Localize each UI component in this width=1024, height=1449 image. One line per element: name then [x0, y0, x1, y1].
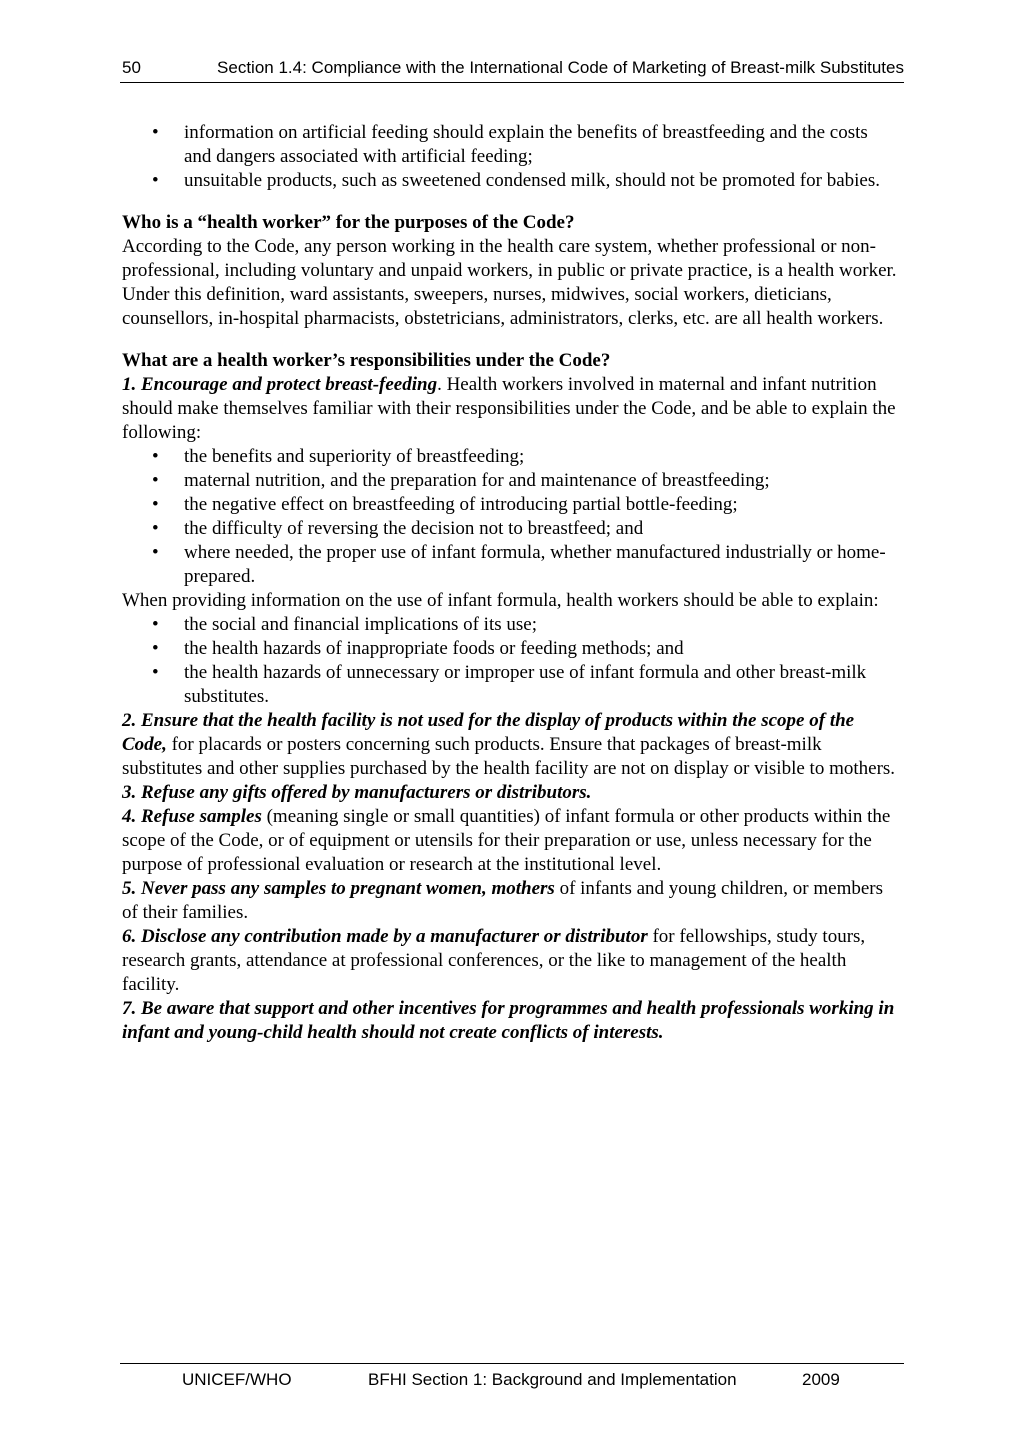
- responsibility-1-text: . Health workers involved in maternal and infant nutrition should make themselves familiar with their responsibilities under the Code, and be able to explain the following:: [122, 374, 896, 443]
- list-item: • the health hazards of unnecessary or improper use of infant formula and other breast-milk substitutes.: [122, 661, 898, 709]
- responsibility-1-lead: 1. Encourage and protect breast-feeding: [122, 374, 438, 395]
- responsibility-item-3: [122, 781, 898, 805]
- list-item: • maternal nutrition, and the preparation for and maintenance of breastfeeding;: [122, 469, 898, 493]
- responsibility-item-6: [122, 925, 898, 997]
- page-content: [122, 121, 898, 1045]
- responsibility-6-text: for fellowships, study tours, research grants, attendance at professional conferences, or the like to management of the health facility.: [122, 926, 866, 995]
- responsibility-2-text: for placards or posters concerning such products. Ensure that packages of breast-milk substitutes and other supplies purchased by the health facility are not on display or visible to mothers.: [122, 734, 896, 779]
- responsibility-item-5: [122, 877, 898, 925]
- list-item: • the health hazards of inappropriate foods or feeding methods; and: [122, 637, 898, 661]
- list-item: • the negative effect on breastfeeding of introducing partial bottle-feeding;: [122, 493, 898, 517]
- responsibility-5-text: of infants and young children, or members of their families.: [122, 878, 884, 923]
- intro-bullet-list: [122, 121, 898, 193]
- benefits-bullet-list: [122, 445, 898, 589]
- page-header: [120, 58, 904, 83]
- responsibilities-heading: What are a health worker’s responsibilities under the Code?: [122, 350, 611, 371]
- formula-bullet-list: [122, 613, 898, 709]
- responsibility-5-lead: 5. Never pass any samples to pregnant women, mothers: [122, 878, 555, 899]
- list-item: • where needed, the proper use of infant formula, whether manufactured industrially or home-prepared.: [122, 541, 898, 589]
- responsibility-6-lead: 6. Disclose any contribution made by a manufacturer or distributor: [122, 926, 648, 947]
- running-section-title: Section 1.4: Compliance with the International Code of Marketing of Breast-milk Substitutes: [217, 58, 904, 77]
- health-worker-heading: Who is a “health worker” for the purposes of the Code?: [122, 212, 575, 233]
- list-item: • the difficulty of reversing the decision not to breastfeed; and: [122, 517, 898, 541]
- responsibility-4-lead: 4. Refuse samples: [122, 806, 262, 827]
- responsibility-item-2: [122, 709, 898, 781]
- list-item: • the benefits and superiority of breastfeeding;: [122, 445, 898, 469]
- list-item: • unsuitable products, such as sweetened condensed milk, should not be promoted for babies.: [122, 169, 898, 193]
- page-footer: [120, 1363, 904, 1389]
- health-worker-definition: According to the Code, any person working in the health care system, whether professional or non-professional, including voluntary and unpaid workers, in public or private practice, is a health worker. Under this definition, ward assistants, sweepers, nurses, midwives, social workers, dieticians, counsellors, in-hospital pharmacists, obstetricians, administrators, clerks, etc. are all health workers.: [122, 236, 897, 329]
- formula-intro: When providing information on the use of infant formula, health workers should be able to explain:: [122, 590, 879, 611]
- responsibility-2-lead: 2. Ensure that the health facility is not used for the display of products within the scope of the Code,: [122, 710, 855, 755]
- footer-org: UNICEF/WHO: [182, 1370, 292, 1389]
- responsibility-7-lead: 7. Be aware that support and other incentives for programmes and health professionals working in infant and young-child health should not create conflicts of interests.: [122, 998, 895, 1043]
- responsibility-3-lead: 3. Refuse any gifts offered by manufacturers or distributors.: [122, 782, 592, 803]
- footer-document-title: BFHI Section 1: Background and Implementation: [368, 1370, 737, 1389]
- responsibility-4-text: (meaning single or small quantities) of infant formula or other products within the scope of the Code, or of equipment or utensils for their preparation or use, unless necessary for the purpose of professional evaluation or research at the institutional level.: [122, 806, 891, 875]
- list-item: • information on artificial feeding should explain the benefits of breastfeeding and the costs and dangers associated with artificial feeding;: [122, 121, 898, 169]
- responsibility-item-4: [122, 805, 898, 877]
- responsibility-item-7: [122, 997, 898, 1045]
- responsibility-item-1: [122, 373, 898, 445]
- page-number: 50: [122, 58, 141, 77]
- footer-year: 2009: [802, 1370, 840, 1389]
- list-item: • the social and financial implications of its use;: [122, 613, 898, 637]
